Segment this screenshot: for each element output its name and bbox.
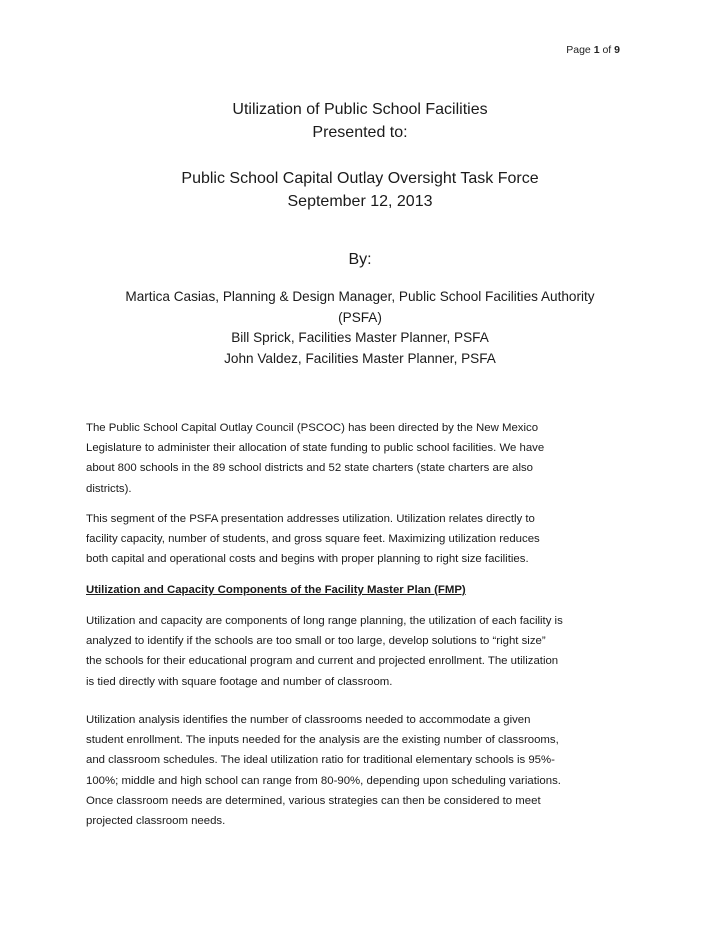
author-line: Bill Sprick, Facilities Master Planner, PSFA bbox=[231, 330, 489, 345]
text-line: This segment of the PSFA presentation addresses utilization. Utilization relates directly to bbox=[86, 513, 535, 525]
by-label: By: bbox=[348, 251, 372, 268]
section-heading: Utilization and Capacity Components of the Facility Master Plan (FMP) bbox=[86, 584, 466, 596]
text-line: the schools for their educational program and current and projected enrollment. The utilization bbox=[86, 655, 559, 668]
text-line: about 800 schools in the 89 school districts and 52 state charters (state charters are also bbox=[86, 462, 534, 475]
paragraph-intro bbox=[86, 418, 636, 499]
title-block bbox=[0, 98, 720, 213]
text-line: Utilization and capacity are components of long range planning, the utilization of each facility is bbox=[86, 615, 563, 627]
text-line: districts). bbox=[86, 482, 132, 495]
text-line: projected classroom needs. bbox=[86, 815, 226, 828]
text-line: student enrollment. The inputs needed for the analysis are the existing number of classrooms, bbox=[86, 734, 559, 747]
text-line: facility capacity, number of students, and gross square feet. Maximizing utilization reduces bbox=[86, 533, 540, 546]
text-line: Once classroom needs are determined, various strategies can then be considered to meet bbox=[86, 794, 541, 807]
document-title: Utilization of Public School Facilities bbox=[232, 101, 488, 118]
text-line: Utilization analysis identifies the number of classrooms needed to accommodate a given bbox=[86, 714, 531, 726]
paragraph-segment bbox=[86, 509, 636, 570]
text-line: The Public School Capital Outlay Council (PSCOC) has been directed by the New Mexico bbox=[86, 422, 539, 434]
paragraph-analysis bbox=[86, 710, 636, 831]
text-line: both capital and operational costs and begins with proper planning to right size facilities. bbox=[86, 553, 529, 566]
presentation-date: September 12, 2013 bbox=[287, 193, 433, 210]
author-line: John Valdez, Facilities Master Planner, PSFA bbox=[224, 350, 496, 366]
text-line: analyzed to identify if the schools are too small or too large, develop solutions to “right size” bbox=[86, 635, 546, 648]
audience: Public School Capital Outlay Oversight Task Force bbox=[181, 170, 539, 187]
authors-block bbox=[90, 287, 630, 369]
presented-to: Presented to: bbox=[312, 124, 408, 141]
author-line: Martica Casias, Planning & Design Manager, Public School Facilities Authority bbox=[125, 289, 595, 304]
page-total: 9 bbox=[614, 44, 620, 56]
page-current: 1 bbox=[593, 44, 600, 56]
author-line: (PSFA) bbox=[338, 309, 382, 325]
page-of: of bbox=[602, 44, 612, 56]
page-number bbox=[566, 44, 620, 56]
paragraph-capacity bbox=[86, 611, 636, 692]
page-prefix: Page bbox=[566, 44, 591, 56]
text-line: Legislature to administer their allocation of state funding to public school facilities. We have bbox=[86, 442, 545, 455]
text-line: is tied directly with square footage and number of classroom. bbox=[86, 675, 393, 688]
text-line: 100%; middle and high school can range from 80-90%, depending upon scheduling variations. bbox=[86, 774, 561, 787]
text-line: and classroom schedules. The ideal utilization ratio for traditional elementary schools is 95%- bbox=[86, 754, 555, 767]
